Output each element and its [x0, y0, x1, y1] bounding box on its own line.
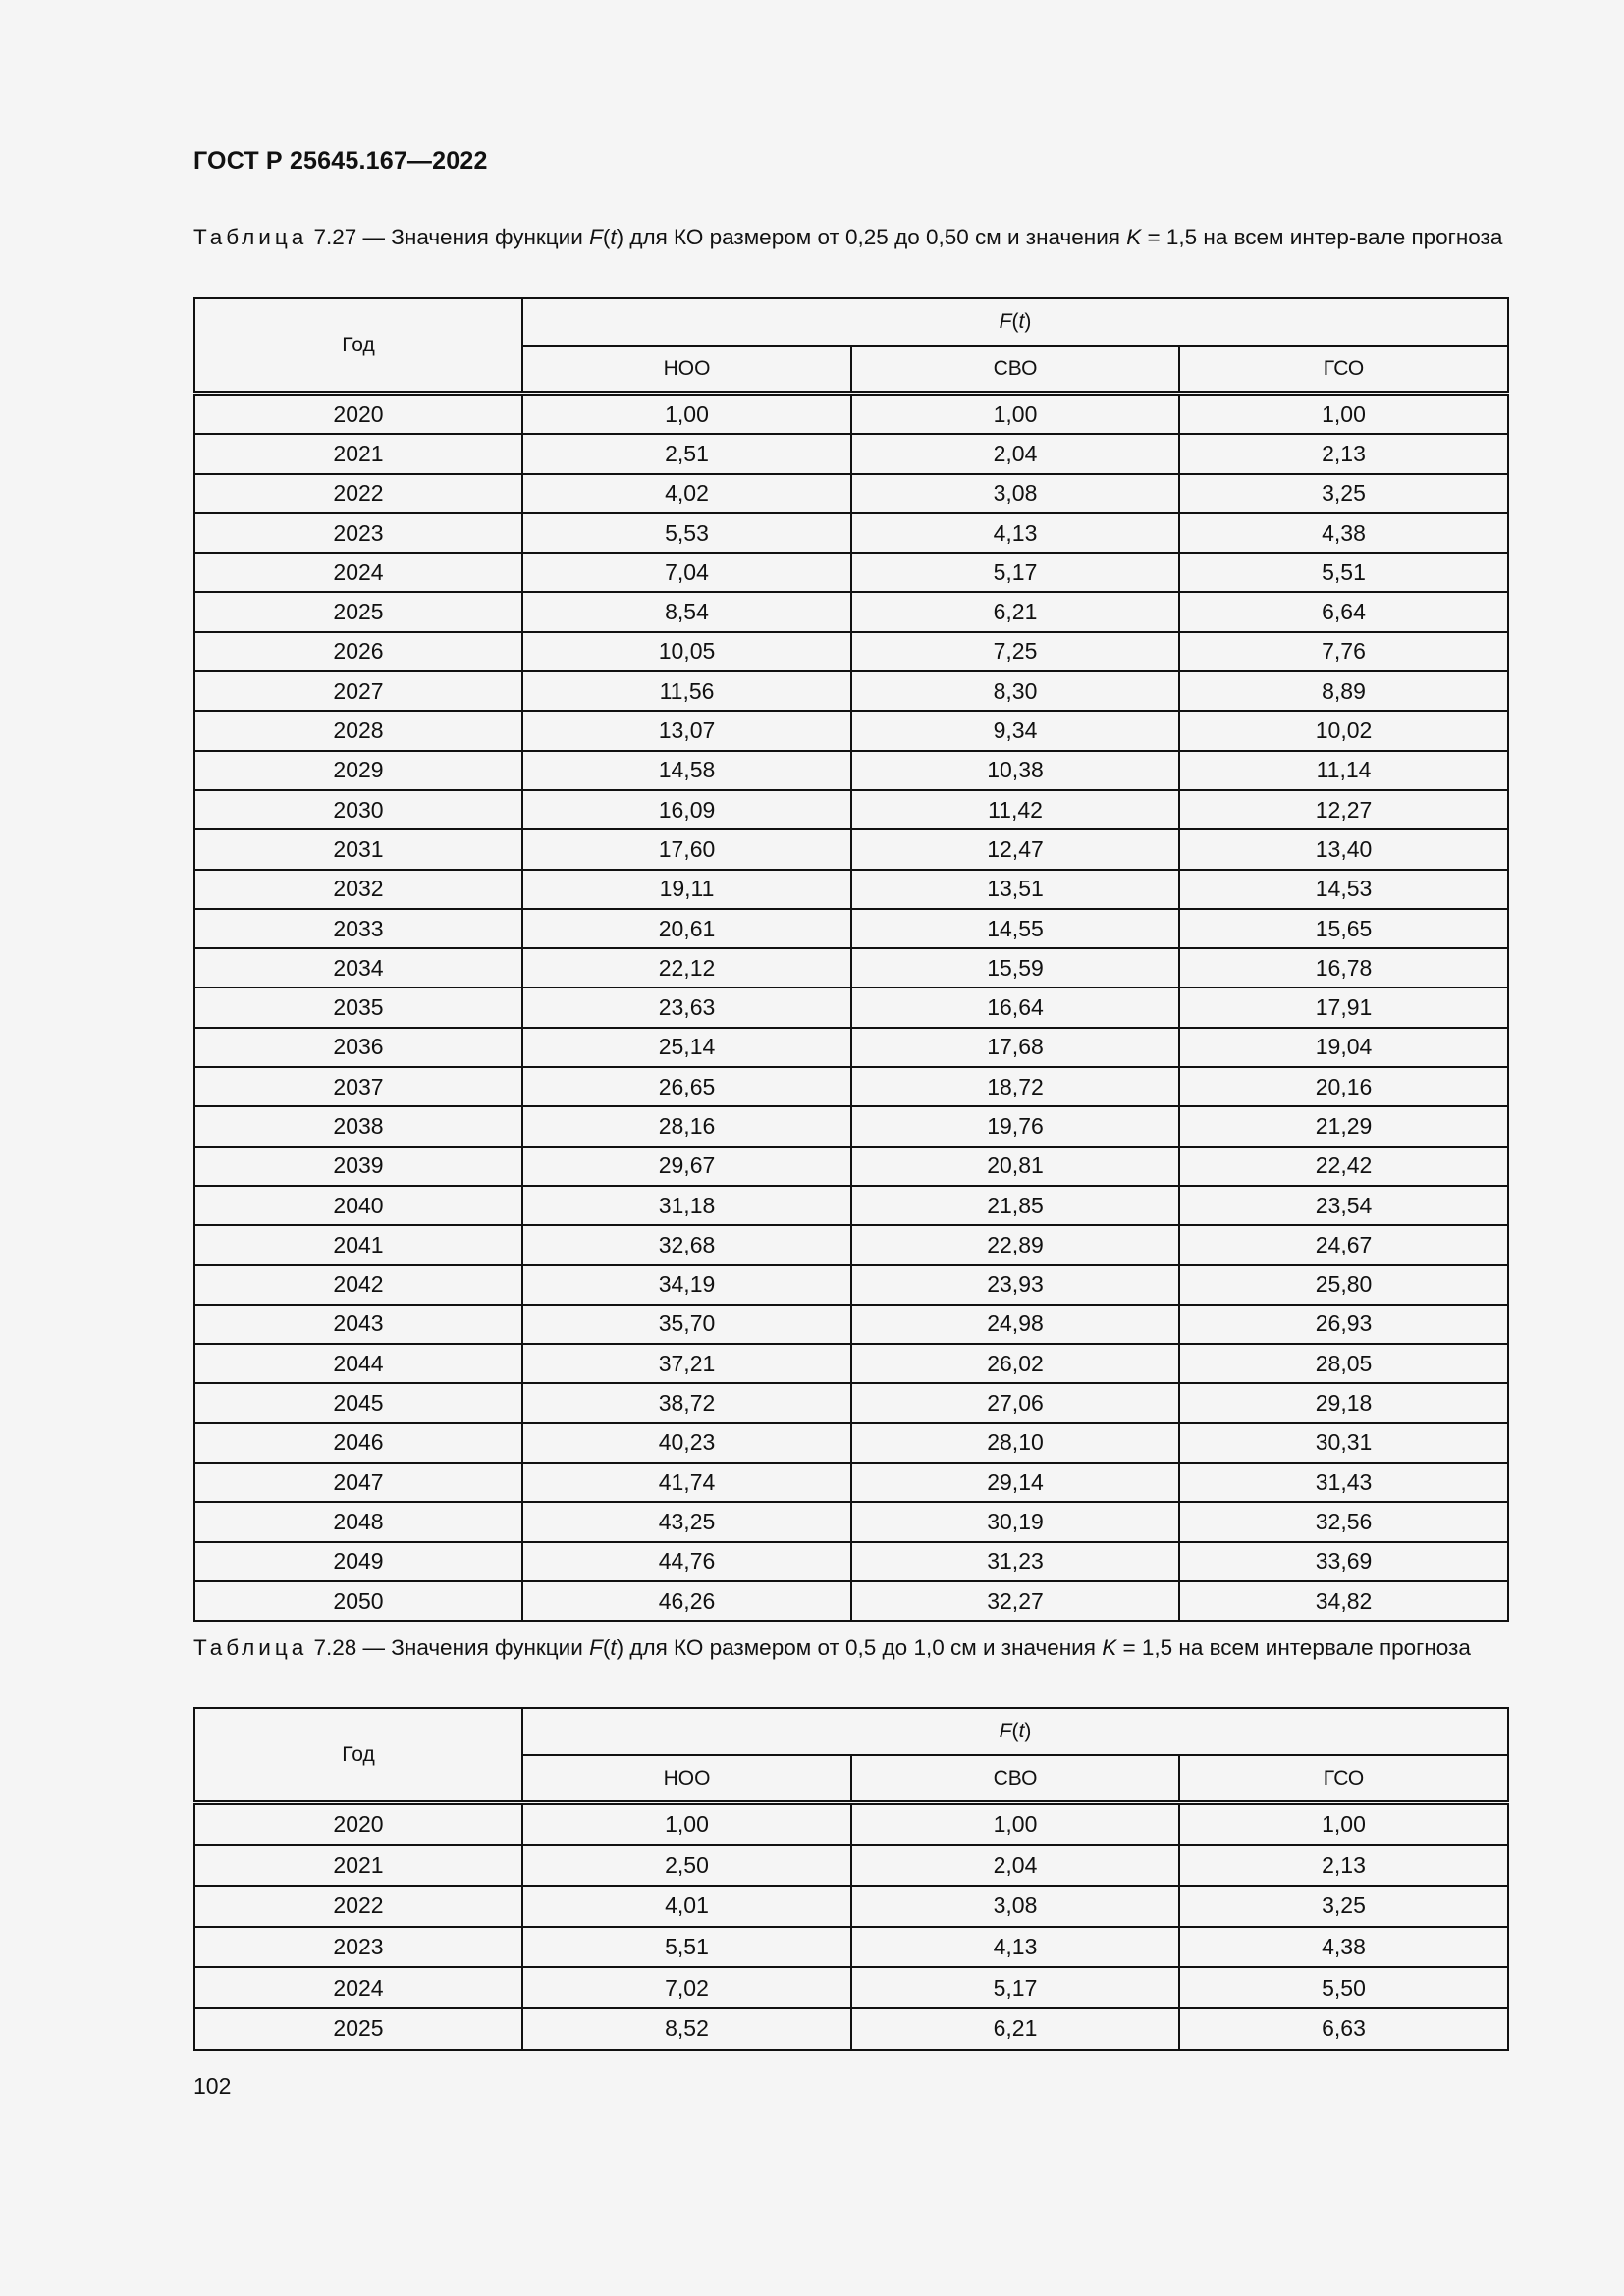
- cell-svo: 30,19: [851, 1502, 1179, 1541]
- cell-year: 2034: [194, 948, 522, 988]
- cell-noo: 19,11: [522, 870, 851, 909]
- cell-year: 2023: [194, 513, 522, 553]
- cell-svo: 20,81: [851, 1147, 1179, 1186]
- cell-gso: 20,16: [1179, 1067, 1508, 1106]
- cell-svo: 3,08: [851, 1886, 1179, 1927]
- cell-noo: 29,67: [522, 1147, 851, 1186]
- table-row: [194, 1225, 1508, 1264]
- cell-svo: 1,00: [851, 1803, 1179, 1845]
- table-row: [194, 1463, 1508, 1502]
- table-row: [194, 1803, 1508, 1845]
- cell-svo: 24,98: [851, 1305, 1179, 1344]
- table-row: [194, 790, 1508, 829]
- cell-year: 2022: [194, 1886, 522, 1927]
- cell-year: 2037: [194, 1067, 522, 1106]
- cell-year: 2024: [194, 553, 522, 592]
- cell-noo: 20,61: [522, 909, 851, 948]
- table-row: [194, 394, 1508, 435]
- document-header: ГОСТ Р 25645.167—2022: [193, 147, 488, 175]
- cell-noo: 22,12: [522, 948, 851, 988]
- cell-gso: 8,89: [1179, 671, 1508, 711]
- table-row: [194, 1344, 1508, 1383]
- cell-year: 2032: [194, 870, 522, 909]
- column-header-ft: F(t): [522, 298, 1508, 346]
- table-row: [194, 1542, 1508, 1581]
- cell-noo: 28,16: [522, 1106, 851, 1146]
- caption-paren: ): [616, 1635, 624, 1660]
- table-row: [194, 592, 1508, 631]
- cell-gso: 1,00: [1179, 394, 1508, 435]
- cell-noo: 14,58: [522, 751, 851, 790]
- cell-noo: 35,70: [522, 1305, 851, 1344]
- page-number: 102: [193, 2073, 232, 2099]
- cell-gso: 6,64: [1179, 592, 1508, 631]
- cell-year: 2026: [194, 632, 522, 671]
- cell-year: 2040: [194, 1186, 522, 1225]
- cell-year: 2021: [194, 1845, 522, 1887]
- cell-noo: 7,04: [522, 553, 851, 592]
- ft-t: t: [1018, 1720, 1025, 1742]
- cell-noo: 5,51: [522, 1927, 851, 1968]
- table-row: [194, 434, 1508, 473]
- cell-year: 2030: [194, 790, 522, 829]
- column-header-year: Год: [194, 1708, 522, 1803]
- cell-svo: 4,13: [851, 513, 1179, 553]
- cell-noo: 32,68: [522, 1225, 851, 1264]
- cell-svo: 14,55: [851, 909, 1179, 948]
- cell-year: 2041: [194, 1225, 522, 1264]
- cell-noo: 43,25: [522, 1502, 851, 1541]
- cell-gso: 4,38: [1179, 1927, 1508, 1968]
- cell-svo: 23,93: [851, 1265, 1179, 1305]
- table-row: [194, 474, 1508, 513]
- cell-svo: 28,10: [851, 1423, 1179, 1463]
- cell-svo: 6,21: [851, 592, 1179, 631]
- cell-svo: 9,34: [851, 711, 1179, 750]
- cell-svo: 8,30: [851, 671, 1179, 711]
- cell-year: 2025: [194, 592, 522, 631]
- cell-svo: 17,68: [851, 1028, 1179, 1067]
- cell-year: 2043: [194, 1305, 522, 1344]
- cell-gso: 34,82: [1179, 1581, 1508, 1621]
- cell-gso: 19,04: [1179, 1028, 1508, 1067]
- cell-noo: 8,54: [522, 592, 851, 631]
- cell-gso: 13,40: [1179, 829, 1508, 869]
- cell-svo: 18,72: [851, 1067, 1179, 1106]
- cell-noo: 25,14: [522, 1028, 851, 1067]
- cell-year: 2024: [194, 1967, 522, 2008]
- cell-gso: 2,13: [1179, 1845, 1508, 1887]
- caption-paren: (: [602, 225, 611, 249]
- table-row: [194, 909, 1508, 948]
- cell-noo: 40,23: [522, 1423, 851, 1463]
- cell-gso: 14,53: [1179, 870, 1508, 909]
- column-header-svo: СВО: [851, 1755, 1179, 1803]
- cell-svo: 1,00: [851, 394, 1179, 435]
- caption-text: — Значения функции: [356, 1635, 590, 1660]
- table-7-27: [193, 297, 1509, 1622]
- cell-svo: 29,14: [851, 1463, 1179, 1502]
- cell-svo: 26,02: [851, 1344, 1179, 1383]
- caption-t: t: [610, 225, 617, 249]
- cell-svo: 15,59: [851, 948, 1179, 988]
- table-row: [194, 1502, 1508, 1541]
- cell-gso: 17,91: [1179, 988, 1508, 1027]
- cell-gso: 7,76: [1179, 632, 1508, 671]
- cell-noo: 5,53: [522, 513, 851, 553]
- caption-f: F: [589, 225, 603, 249]
- cell-year: 2027: [194, 671, 522, 711]
- cell-year: 2049: [194, 1542, 522, 1581]
- cell-gso: 5,51: [1179, 553, 1508, 592]
- cell-noo: 41,74: [522, 1463, 851, 1502]
- table-row: [194, 671, 1508, 711]
- table-row: [194, 1265, 1508, 1305]
- cell-gso: 28,05: [1179, 1344, 1508, 1383]
- cell-svo: 31,23: [851, 1542, 1179, 1581]
- cell-noo: 4,02: [522, 474, 851, 513]
- cell-noo: 13,07: [522, 711, 851, 750]
- cell-gso: 5,50: [1179, 1967, 1508, 2008]
- cell-svo: 32,27: [851, 1581, 1179, 1621]
- cell-year: 2035: [194, 988, 522, 1027]
- table-row: [194, 1028, 1508, 1067]
- table-row: [194, 1106, 1508, 1146]
- caption-text: = 1,5 на всем интервале прогноза: [1116, 1635, 1471, 1660]
- cell-noo: 38,72: [522, 1383, 851, 1422]
- column-header-gso: ГСО: [1179, 1755, 1508, 1803]
- cell-year: 2042: [194, 1265, 522, 1305]
- ft-f: F: [999, 1720, 1012, 1742]
- table-row: [194, 711, 1508, 750]
- cell-year: 2022: [194, 474, 522, 513]
- table-7-28: [193, 1707, 1509, 2051]
- cell-noo: 8,52: [522, 2008, 851, 2050]
- cell-gso: 11,14: [1179, 751, 1508, 790]
- table-row: [194, 513, 1508, 553]
- cell-year: 2039: [194, 1147, 522, 1186]
- cell-year: 2023: [194, 1927, 522, 1968]
- cell-svo: 4,13: [851, 1927, 1179, 1968]
- cell-svo: 2,04: [851, 434, 1179, 473]
- cell-gso: 15,65: [1179, 909, 1508, 948]
- table-row: [194, 948, 1508, 988]
- table-row: [194, 1383, 1508, 1422]
- cell-gso: 4,38: [1179, 513, 1508, 553]
- cell-svo: 3,08: [851, 474, 1179, 513]
- column-header-ft: F(t): [522, 1708, 1508, 1755]
- cell-year: 2046: [194, 1423, 522, 1463]
- table-row: [194, 553, 1508, 592]
- cell-year: 2028: [194, 711, 522, 750]
- caption-k: K: [1102, 1635, 1117, 1660]
- column-header-year: Год: [194, 298, 522, 394]
- table-row: [194, 1581, 1508, 1621]
- cell-svo: 7,25: [851, 632, 1179, 671]
- cell-gso: 23,54: [1179, 1186, 1508, 1225]
- cell-gso: 6,63: [1179, 2008, 1508, 2050]
- caption-paren: ): [616, 225, 624, 249]
- cell-noo: 11,56: [522, 671, 851, 711]
- ft-f: F: [999, 310, 1012, 333]
- table-caption-7-27: [193, 222, 1507, 252]
- caption-paren: (: [602, 1635, 611, 1660]
- cell-year: 2045: [194, 1383, 522, 1422]
- cell-year: 2021: [194, 434, 522, 473]
- cell-noo: 2,50: [522, 1845, 851, 1887]
- cell-noo: 37,21: [522, 1344, 851, 1383]
- table-row: [194, 2008, 1508, 2050]
- cell-noo: 2,51: [522, 434, 851, 473]
- cell-noo: 7,02: [522, 1967, 851, 2008]
- cell-gso: 32,56: [1179, 1502, 1508, 1541]
- cell-gso: 30,31: [1179, 1423, 1508, 1463]
- cell-noo: 1,00: [522, 1803, 851, 1845]
- caption-t: t: [610, 1635, 617, 1660]
- caption-text: для КО размером от 0,5 до 1,0 см и значения: [623, 1635, 1103, 1660]
- cell-svo: 2,04: [851, 1845, 1179, 1887]
- cell-gso: 2,13: [1179, 434, 1508, 473]
- caption-word: Таблица: [193, 1635, 308, 1660]
- caption-number: 7.28: [313, 1635, 357, 1660]
- cell-svo: 21,85: [851, 1186, 1179, 1225]
- cell-year: 2020: [194, 1803, 522, 1845]
- cell-year: 2036: [194, 1028, 522, 1067]
- cell-gso: 33,69: [1179, 1542, 1508, 1581]
- cell-svo: 27,06: [851, 1383, 1179, 1422]
- cell-noo: 16,09: [522, 790, 851, 829]
- cell-noo: 1,00: [522, 394, 851, 435]
- table-row: [194, 751, 1508, 790]
- table-row: [194, 1423, 1508, 1463]
- cell-svo: 11,42: [851, 790, 1179, 829]
- cell-gso: 22,42: [1179, 1147, 1508, 1186]
- cell-svo: 5,17: [851, 553, 1179, 592]
- cell-year: 2050: [194, 1581, 522, 1621]
- cell-svo: 22,89: [851, 1225, 1179, 1264]
- table-row: [194, 1305, 1508, 1344]
- cell-year: 2029: [194, 751, 522, 790]
- cell-gso: 25,80: [1179, 1265, 1508, 1305]
- cell-svo: 6,21: [851, 2008, 1179, 2050]
- table-row: [194, 988, 1508, 1027]
- cell-svo: 19,76: [851, 1106, 1179, 1146]
- table-row: [194, 1147, 1508, 1186]
- cell-year: 2048: [194, 1502, 522, 1541]
- cell-year: 2038: [194, 1106, 522, 1146]
- table-caption-7-28: [193, 1632, 1507, 1663]
- column-header-noo: НОО: [522, 1755, 851, 1803]
- caption-text: — Значения функции: [356, 225, 590, 249]
- table-row: [194, 1927, 1508, 1968]
- table-row: [194, 870, 1508, 909]
- column-header-noo: НОО: [522, 346, 851, 394]
- table-row: [194, 1186, 1508, 1225]
- caption-k: K: [1126, 225, 1142, 249]
- cell-gso: 3,25: [1179, 1886, 1508, 1927]
- cell-noo: 26,65: [522, 1067, 851, 1106]
- cell-svo: 13,51: [851, 870, 1179, 909]
- table-row: [194, 632, 1508, 671]
- table-row: [194, 1886, 1508, 1927]
- table-row: [194, 829, 1508, 869]
- cell-noo: 34,19: [522, 1265, 851, 1305]
- cell-gso: 10,02: [1179, 711, 1508, 750]
- column-header-gso: ГСО: [1179, 346, 1508, 394]
- cell-year: 2025: [194, 2008, 522, 2050]
- cell-svo: 5,17: [851, 1967, 1179, 2008]
- cell-noo: 31,18: [522, 1186, 851, 1225]
- ft-t: t: [1018, 310, 1025, 333]
- cell-gso: 26,93: [1179, 1305, 1508, 1344]
- cell-noo: 10,05: [522, 632, 851, 671]
- cell-noo: 46,26: [522, 1581, 851, 1621]
- cell-gso: 12,27: [1179, 790, 1508, 829]
- cell-gso: 31,43: [1179, 1463, 1508, 1502]
- cell-svo: 12,47: [851, 829, 1179, 869]
- table-row: [194, 1845, 1508, 1887]
- caption-f: F: [589, 1635, 603, 1660]
- caption-number: 7.27: [313, 225, 357, 249]
- cell-year: 2031: [194, 829, 522, 869]
- cell-noo: 17,60: [522, 829, 851, 869]
- cell-gso: 1,00: [1179, 1803, 1508, 1845]
- caption-text: для КО размером от 0,25 до 0,50 см и значения: [623, 225, 1127, 249]
- cell-gso: 29,18: [1179, 1383, 1508, 1422]
- cell-year: 2047: [194, 1463, 522, 1502]
- table-row: [194, 1967, 1508, 2008]
- cell-year: 2020: [194, 394, 522, 435]
- cell-gso: 21,29: [1179, 1106, 1508, 1146]
- cell-noo: 44,76: [522, 1542, 851, 1581]
- column-header-svo: СВО: [851, 346, 1179, 394]
- cell-svo: 10,38: [851, 751, 1179, 790]
- cell-gso: 24,67: [1179, 1225, 1508, 1264]
- cell-gso: 16,78: [1179, 948, 1508, 988]
- caption-word: Таблица: [193, 225, 308, 249]
- cell-noo: 4,01: [522, 1886, 851, 1927]
- cell-year: 2033: [194, 909, 522, 948]
- caption-text: = 1,5 на всем интер-вале прогноза: [1141, 225, 1503, 249]
- cell-year: 2044: [194, 1344, 522, 1383]
- cell-noo: 23,63: [522, 988, 851, 1027]
- table-row: [194, 1067, 1508, 1106]
- cell-gso: 3,25: [1179, 474, 1508, 513]
- cell-svo: 16,64: [851, 988, 1179, 1027]
